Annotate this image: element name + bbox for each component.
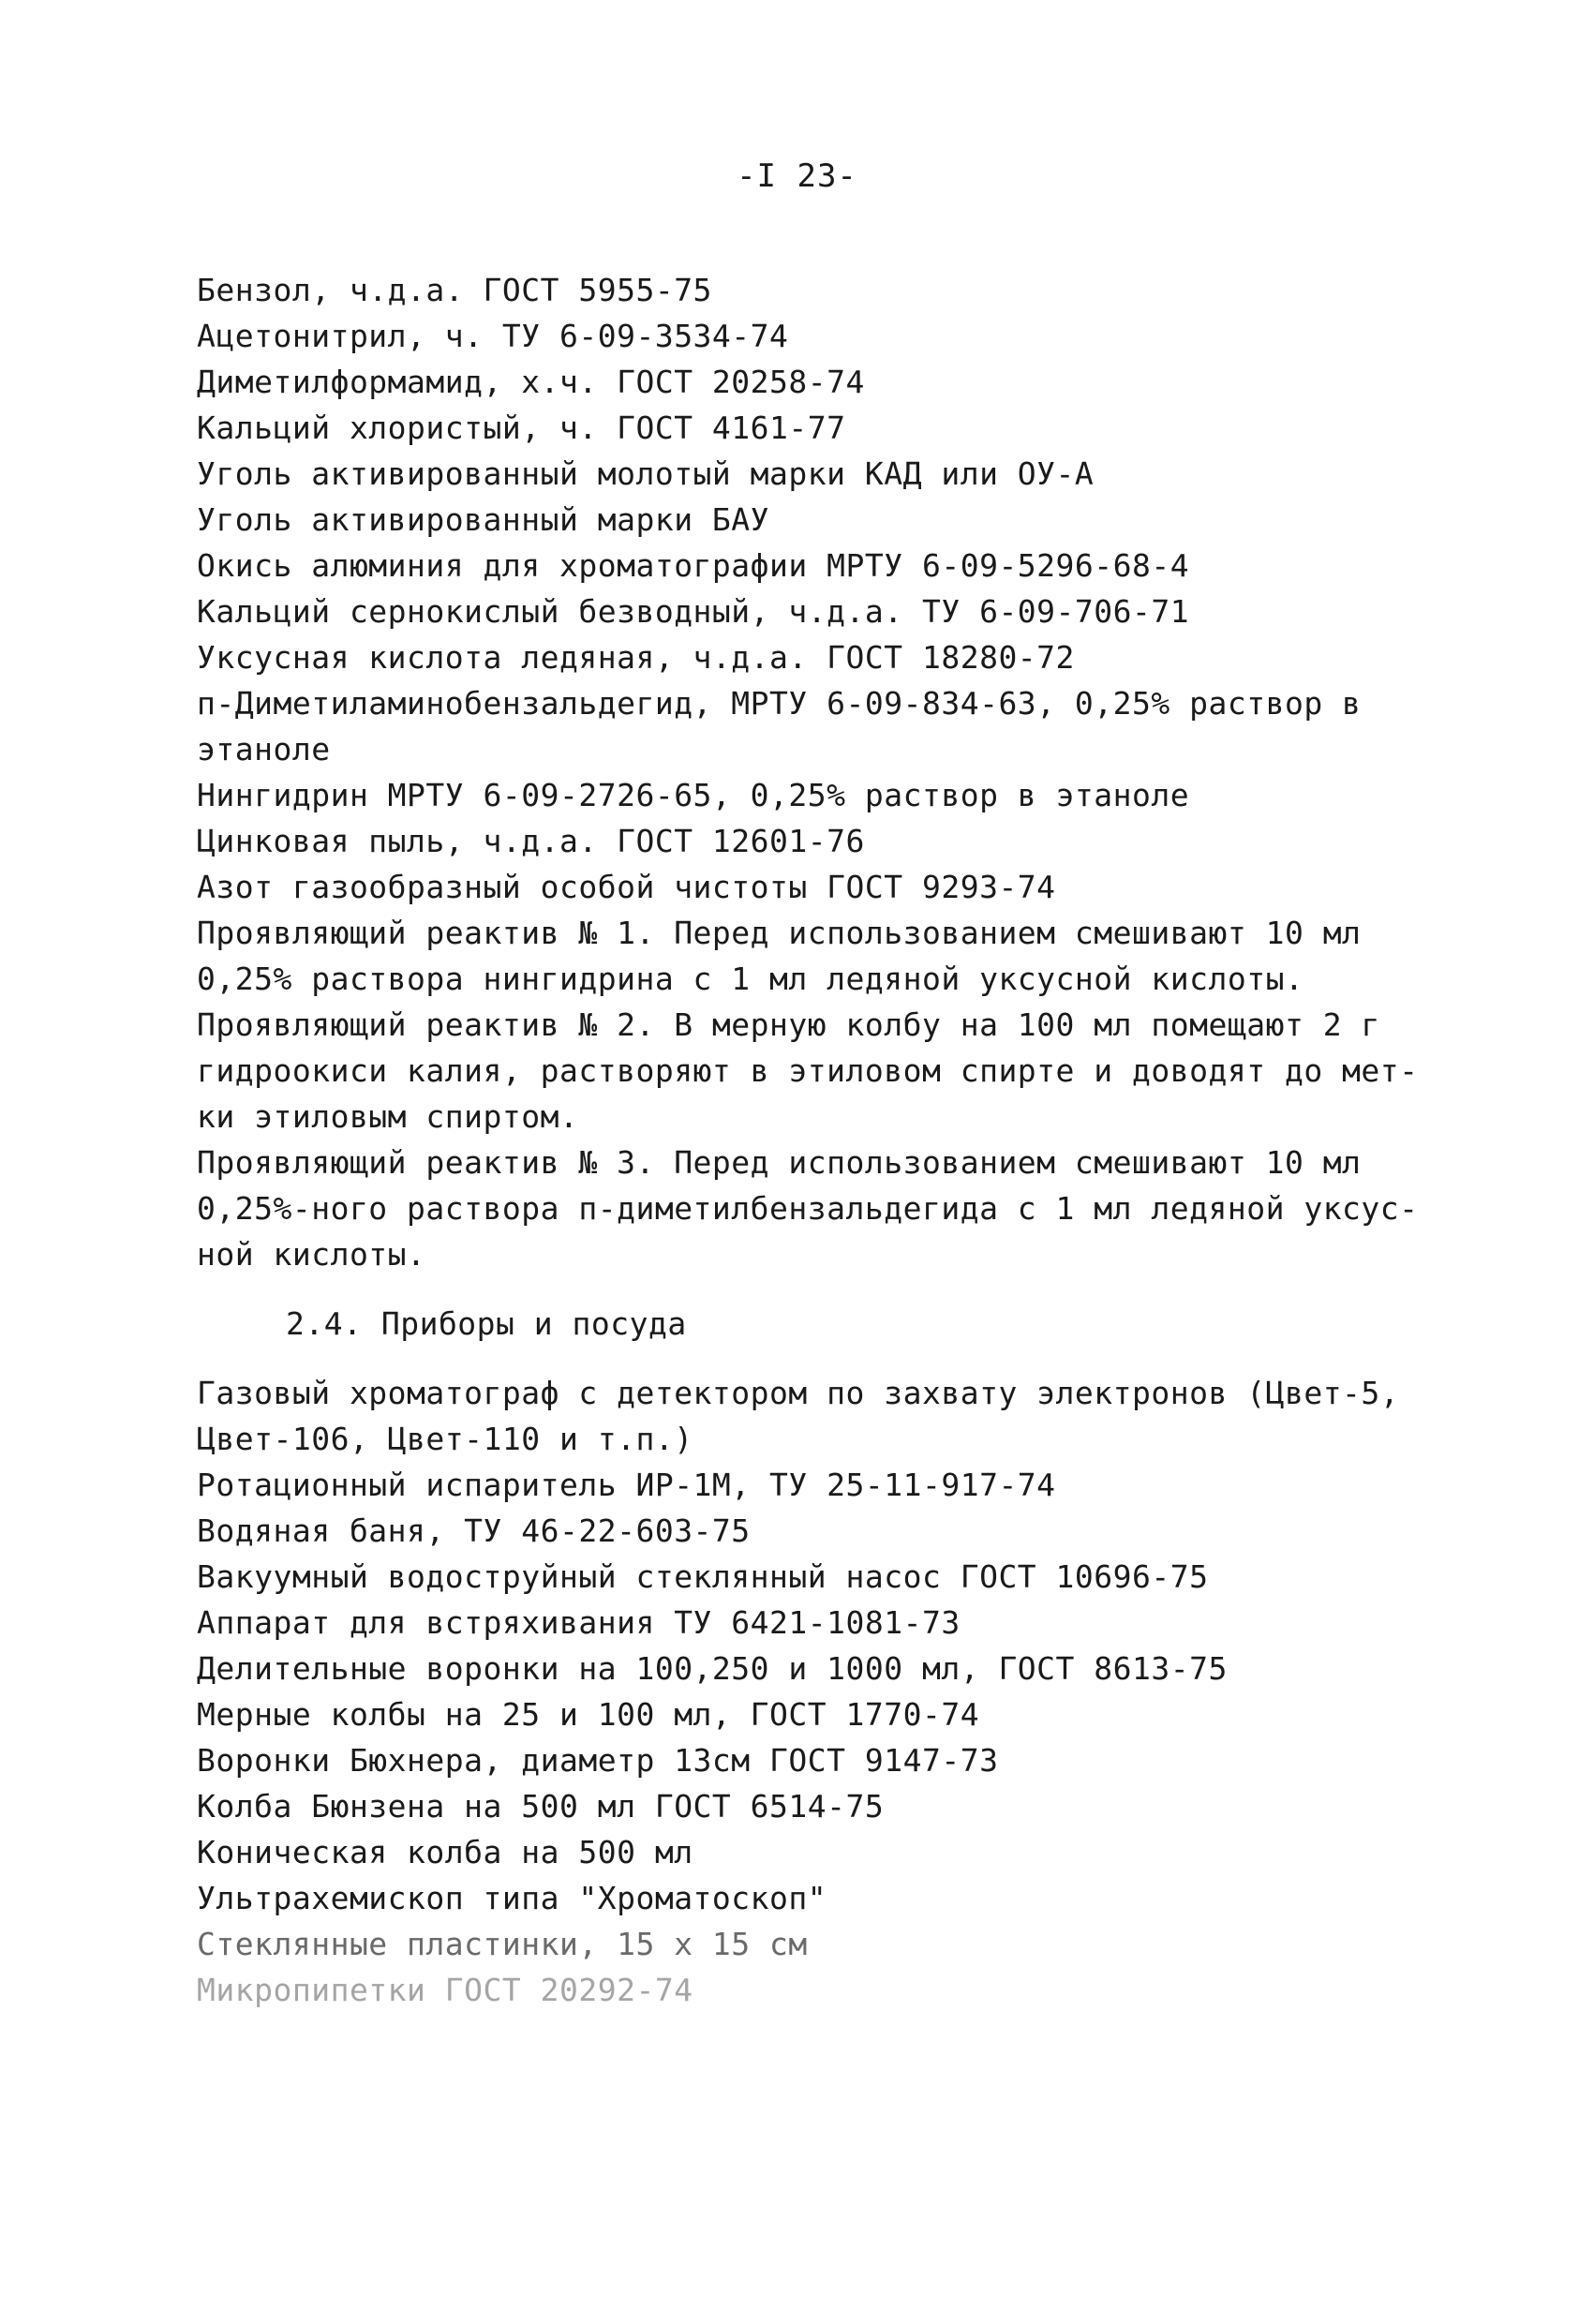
reagent-line: Кальций хлористый, ч. ГОСТ 4161-77	[197, 410, 846, 446]
reagent-line: Проявляющий реактив № 2. В мерную колбу на 100 мл помещают 2 г	[197, 1006, 1380, 1043]
reagent-line: Уксусная кислота ледяная, ч.д.а. ГОСТ 18280-72	[197, 639, 1075, 676]
reagent-line: Ацетонитрил, ч. ТУ 6-09-3534-74	[197, 318, 789, 354]
reagent-line: ной кислоты.	[197, 1236, 426, 1273]
equipment-line: Вакуумный водоструйный стеклянный насос ГОСТ 10696-75	[197, 1558, 1209, 1595]
reagent-line: Окись алюминия для хроматографии МРТУ 6-09-5296-68-4	[197, 547, 1190, 584]
reagent-line: этаноле	[197, 731, 331, 767]
reagent-line: 0,25%-ного раствора п-диметилбензальдегида с 1 мл ледяной уксус-	[197, 1190, 1419, 1227]
equipment-line: Водяная баня, ТУ 46-22-603-75	[197, 1512, 751, 1549]
reagent-line: Кальций сернокислый безводный, ч.д.а. ТУ 6-09-706-71	[197, 593, 1190, 630]
equipment-line: Воронки Бюхнера, диаметр 13см ГОСТ 9147-73	[197, 1742, 999, 1779]
equipment-line: Газовый хроматограф с детектором по захвату электронов (Цвет-5,	[197, 1375, 1400, 1411]
reagent-line: Проявляющий реактив № 1. Перед использованием смешивают 10 мл	[197, 915, 1362, 951]
equipment-line: Делительные воронки на 100,250 и 1000 мл, ГОСТ 8613-75	[197, 1650, 1228, 1687]
equipment-line: Коническая колба на 500 мл	[197, 1834, 693, 1870]
reagent-line: Бензол, ч.д.а. ГОСТ 5955-75	[197, 272, 712, 308]
reagent-line: гидроокиси калия, растворяют в этиловом спирте и доводят до мет-	[197, 1052, 1419, 1089]
reagent-line: ки этиловым спиртом.	[197, 1098, 579, 1135]
reagent-line: Проявляющий реактив № 3. Перед использованием смешивают 10 мл	[197, 1144, 1362, 1181]
reagent-line: п-Диметиламинобензальдегид, МРТУ 6-09-834-63, 0,25% раствор в	[197, 685, 1362, 722]
equipment-line: Цвет-106, Цвет-110 и т.п.)	[197, 1421, 693, 1457]
equipment-line: Ротационный испаритель ИР-1М, ТУ 25-11-917-74	[197, 1467, 1056, 1503]
equipment-line: Аппарат для встряхивания ТУ 6421-1081-73	[197, 1604, 961, 1641]
reagent-line: Уголь активированный молотый марки КАД или ОУ-А	[197, 455, 1095, 492]
equipment-line: Микропипетки ГОСТ 20292-74	[197, 1972, 693, 2008]
equipment-line: Стеклянные пластинки, 15 х 15 см	[197, 1926, 808, 1962]
equipment-line: Мерные колбы на 25 и 100 мл, ГОСТ 1770-74	[197, 1696, 980, 1733]
reagent-line: 0,25% раствора нингидрина с 1 мл ледяной уксусной кислоты.	[197, 961, 1304, 997]
equipment-line: Колба Бюнзена на 500 мл ГОСТ 6514-75	[197, 1788, 885, 1825]
equipment-line: Ультрахемископ типа "Хроматоскоп"	[197, 1880, 827, 1916]
reagent-line: Уголь активированный марки БАУ	[197, 501, 770, 538]
reagent-line: Нингидрин МРТУ 6-09-2726-65, 0,25% раствор в этаноле	[197, 777, 1190, 813]
section-heading: 2.4. Приборы и посуда	[286, 1305, 687, 1342]
reagent-line: Диметилформамид, х.ч. ГОСТ 20258-74	[197, 364, 865, 400]
reagent-line: Цинковая пыль, ч.д.а. ГОСТ 12601-76	[197, 823, 865, 859]
page-number: -I 23-	[737, 157, 857, 195]
reagent-line: Азот газообразный особой чистоты ГОСТ 9293-74	[197, 869, 1056, 905]
